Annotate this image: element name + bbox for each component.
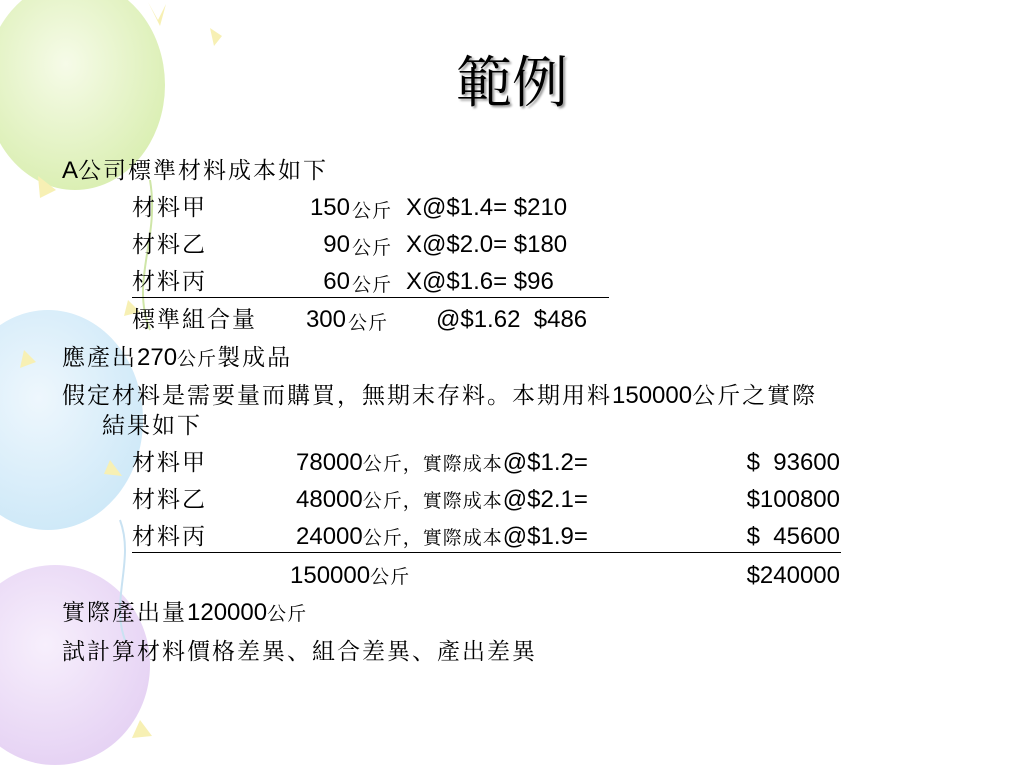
actual-output-line [62, 598, 307, 629]
expected-output-line [62, 343, 292, 374]
expected-output-qty: 270 [137, 344, 178, 371]
actual-output-qty: 120000 [187, 599, 268, 626]
actual-amount: $100800 [746, 486, 840, 513]
assumption-qty: 150000 [612, 382, 693, 409]
material-unit: 公斤 [352, 200, 393, 222]
actual-unit: 公斤，實際成本 [362, 490, 503, 512]
material-name: 材料丙 [132, 524, 207, 550]
material-name: 材料乙 [132, 232, 207, 258]
actual-total-amount: $240000 [746, 562, 840, 589]
material-qty: 150 [309, 194, 350, 221]
actual-price: @$2.1= [502, 486, 588, 513]
actual-amount: $ 45600 [746, 523, 840, 550]
intro-prefix: A [62, 157, 79, 184]
material-name: 材料甲 [132, 195, 207, 221]
expected-output-suffix: 製成品 [217, 345, 293, 371]
actual-qty: 78000 [296, 449, 363, 476]
expected-output-unit: 公斤 [177, 348, 218, 370]
material-name: 材料丙 [132, 269, 207, 295]
standard-subtotal-rule [132, 297, 609, 298]
actual-qty: 24000 [296, 523, 363, 550]
assumption-line-2: 結果如下 [102, 413, 202, 439]
actual-qty: 48000 [296, 486, 363, 513]
standard-total-label: 標準組合量 [132, 307, 257, 333]
actual-total-unit: 公斤 [370, 566, 411, 588]
expected-output-prefix: 應產出 [62, 345, 137, 371]
material-formula: X@$1.4= $210 [406, 194, 568, 221]
actual-amount: $ 93600 [746, 449, 840, 476]
actual-price: @$1.9= [502, 523, 588, 550]
actual-output-unit: 公斤 [267, 603, 308, 625]
material-unit: 公斤 [352, 237, 393, 259]
material-qty: 60 [323, 268, 350, 295]
material-qty: 90 [323, 231, 350, 258]
intro-text: 公司標準材料成本如下 [78, 158, 329, 184]
assumption-text-1: 假定材料是需要量而購買，無期末存料。本期用料 [62, 383, 612, 409]
intro-line [62, 156, 328, 186]
material-name: 材料甲 [132, 450, 207, 476]
actual-total-qty: 150000 [290, 562, 371, 589]
assumption-line [62, 381, 817, 411]
assumption-text-2: 公斤之實際 [692, 383, 818, 409]
standard-total-formula: @$1.62 $486 [436, 306, 588, 333]
actual-output-prefix: 實際產出量 [62, 600, 187, 626]
standard-total-unit: 公斤 [348, 312, 389, 334]
actual-unit: 公斤，實際成本 [362, 453, 503, 475]
material-formula: X@$1.6= $96 [406, 268, 554, 295]
question-line: 試計算材料價格差異、組合差異、產出差異 [62, 639, 537, 665]
actual-unit: 公斤，實際成本 [362, 527, 503, 549]
actual-price: @$1.2= [502, 449, 588, 476]
standard-total-qty: 300 [305, 306, 346, 333]
material-formula: X@$2.0= $180 [406, 231, 568, 258]
material-unit: 公斤 [352, 274, 393, 296]
actual-subtotal-rule [132, 552, 841, 553]
material-name: 材料乙 [132, 487, 207, 513]
page-title: 範例 [456, 51, 568, 116]
